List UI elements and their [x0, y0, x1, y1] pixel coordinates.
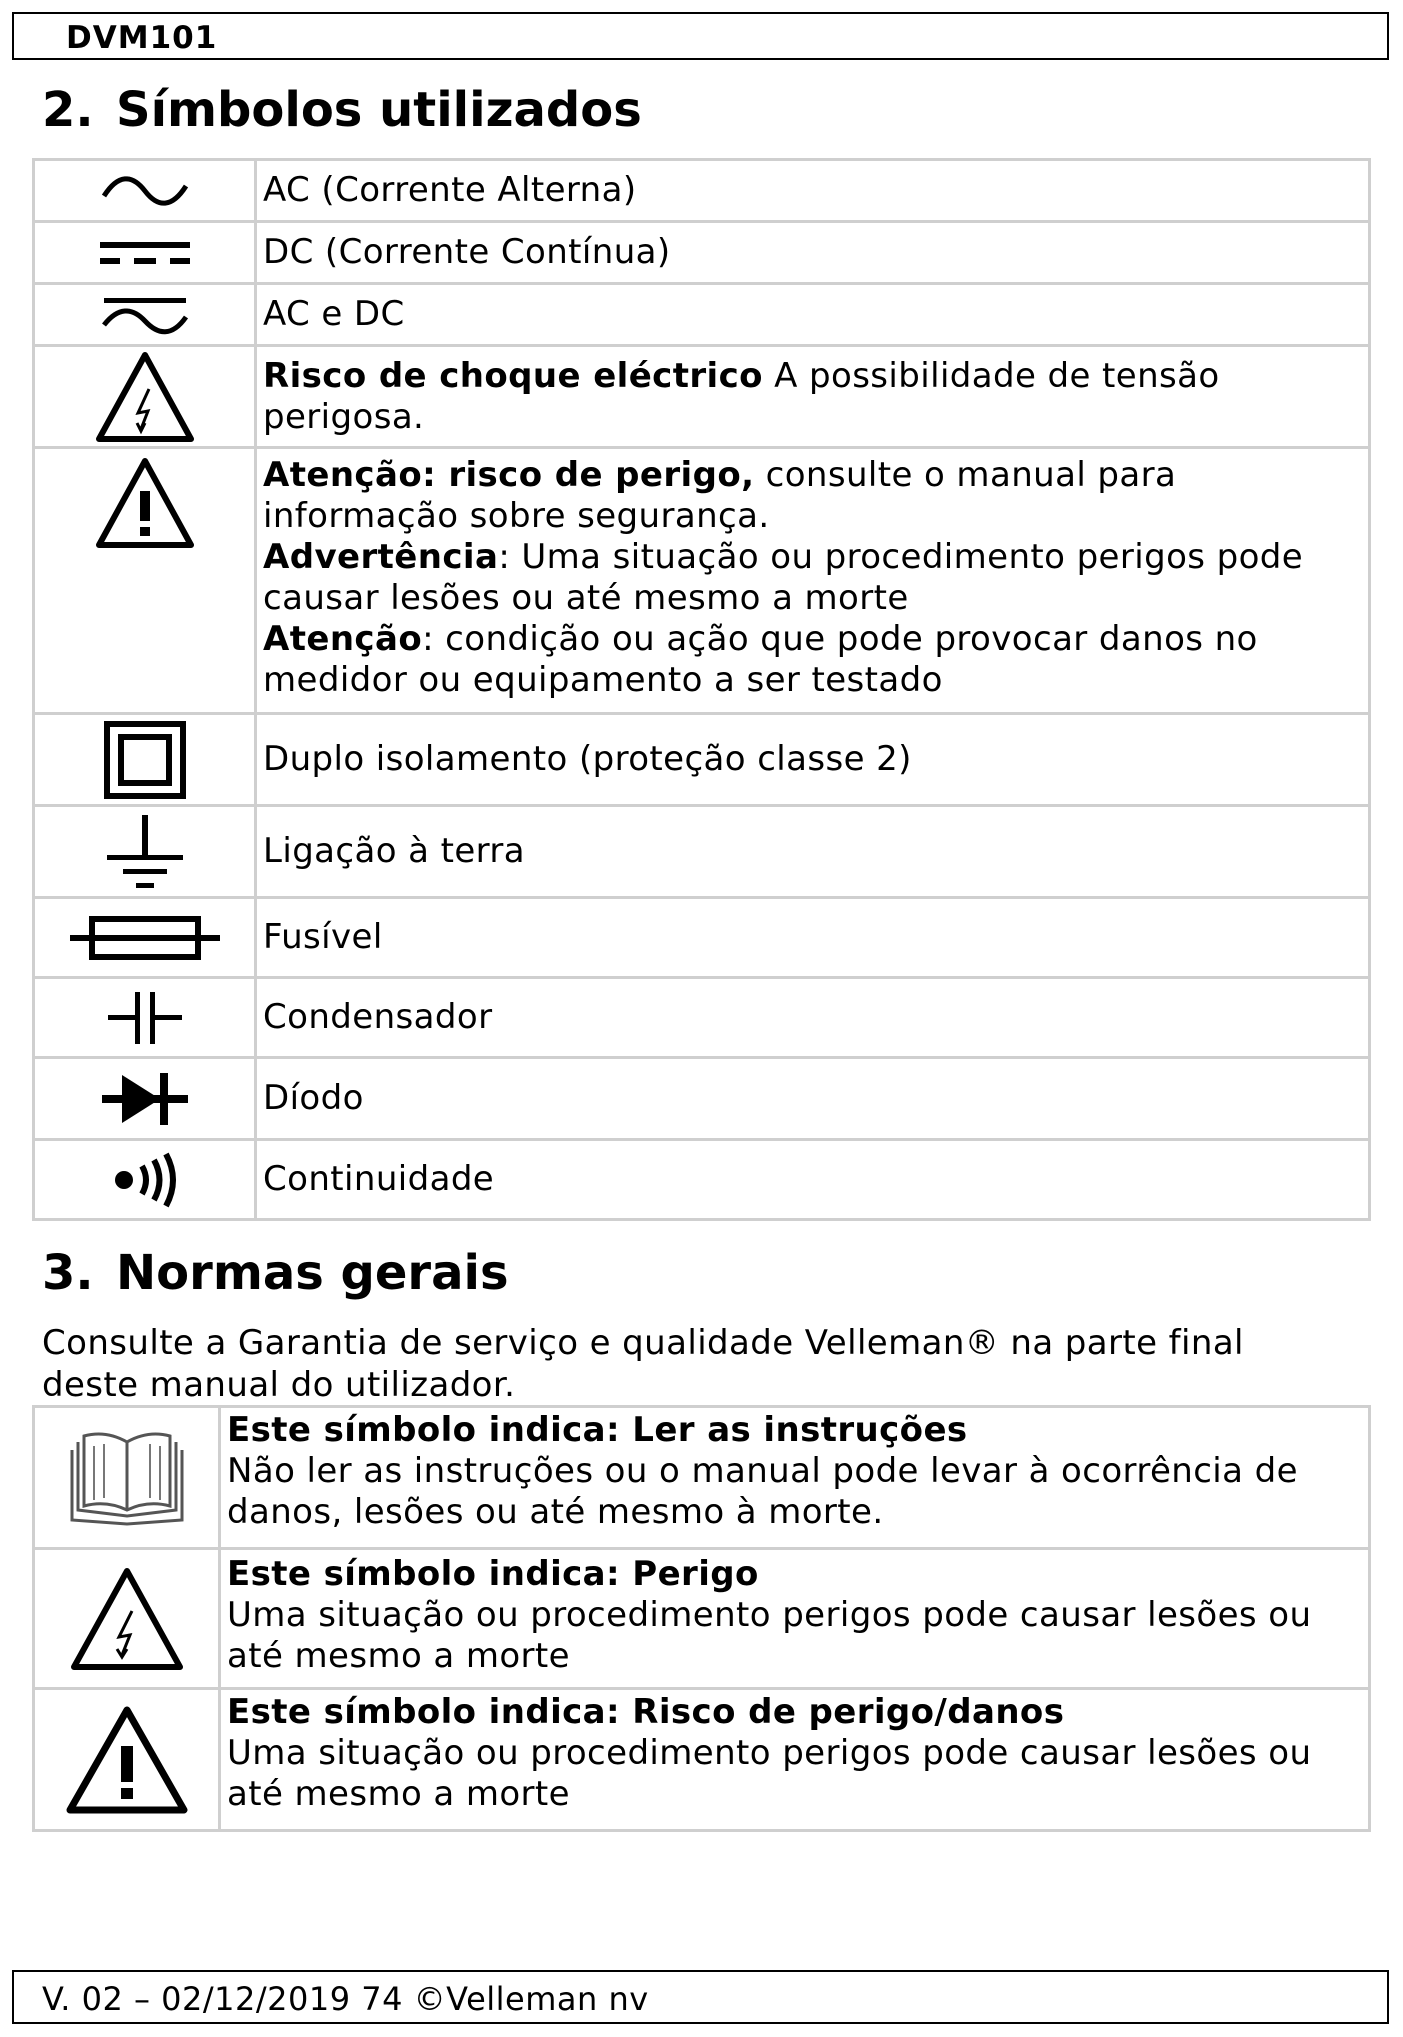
fuse-icon: [34, 898, 256, 978]
table-row: [34, 806, 1370, 898]
row-description: Uma situação ou procedimento perigos pode causar lesões ou até mesmo a morte: [227, 1733, 1312, 1814]
row-text: Continuidade: [256, 1140, 1370, 1220]
intro-paragraph: Consulte a Garantia de serviço e qualidade Velleman® na parte final deste manual do utilizador.: [42, 1323, 1244, 1405]
ac-sine-icon: [34, 160, 256, 222]
read-manual-book-icon: [34, 1407, 220, 1549]
electric-shock-warning-icon: [34, 346, 256, 448]
table-row: [34, 346, 1370, 448]
table-row: [34, 1549, 1370, 1689]
row-plain-text: A possibilidade de tensão perigosa.: [263, 355, 1220, 437]
caution-text-3: : condição ou ação que pode provocar danos no medidor ou equipamento a ser testado: [263, 619, 1258, 700]
row-text: Díodo: [256, 1058, 1370, 1140]
model-name: DVM101: [66, 20, 218, 56]
warning-text-2: : Uma situação ou procedimento perigos pode causar lesões ou até mesmo a morte: [263, 537, 1304, 618]
ac-dc-icon: [34, 284, 256, 346]
warning-bold-2: Advertência: [263, 537, 499, 577]
row-text: Fusível: [256, 898, 1370, 978]
row-text: [220, 1407, 1370, 1549]
table-row: [34, 898, 1370, 978]
table-row: [34, 448, 1370, 714]
table-row: [34, 1140, 1370, 1220]
row-title: Este símbolo indica: Perigo: [227, 1554, 759, 1594]
row-text: [256, 448, 1370, 714]
caution-bold-3: Atenção: [263, 619, 423, 659]
row-bold-text: Risco de choque eléctrico: [263, 355, 763, 396]
row-text: DC (Corrente Contínua): [256, 222, 1370, 284]
page-header: [12, 12, 1389, 60]
row-text: [220, 1549, 1370, 1689]
section-title: Normas gerais: [116, 1245, 509, 1301]
row-description: Não ler as instruções ou o manual pode levar à ocorrência de danos, lesões ou até mesmo à morte.: [227, 1451, 1298, 1532]
row-text: Condensador: [256, 978, 1370, 1058]
continuity-icon: [34, 1140, 256, 1220]
symbols-table: [32, 158, 1371, 1221]
table-row: [34, 1407, 1370, 1549]
row-text: Duplo isolamento (proteção classe 2): [256, 714, 1370, 806]
table-row: [34, 978, 1370, 1058]
hazard-damage-icon: [34, 1689, 220, 1831]
section-3-heading: [42, 1245, 509, 1301]
table-row: [34, 714, 1370, 806]
section-number: 2.: [42, 82, 94, 138]
capacitor-icon: [34, 978, 256, 1058]
row-text: [220, 1689, 1370, 1831]
double-insulation-icon: [34, 714, 256, 806]
table-row: [34, 284, 1370, 346]
caution-warning-icon: [34, 448, 256, 714]
general-norms-table: [32, 1405, 1371, 1832]
row-text: AC (Corrente Alterna): [256, 160, 1370, 222]
row-text: AC e DC: [256, 284, 1370, 346]
row-description: Uma situação ou procedimento perigos pode causar lesões ou até mesmo a morte: [227, 1595, 1312, 1676]
table-row: [34, 160, 1370, 222]
row-text: [256, 346, 1370, 448]
caution-text-1: consulte o manual para informação sobre segurança.: [263, 455, 1177, 536]
diode-icon: [34, 1058, 256, 1140]
row-text: Ligação à terra: [256, 806, 1370, 898]
footer-text: V. 02 – 02/12/2019 74 ©Velleman nv: [42, 1980, 649, 2018]
dc-icon: [34, 222, 256, 284]
page-footer: [12, 1970, 1389, 2024]
section-number: 3.: [42, 1245, 94, 1301]
caution-bold-1: Atenção: risco de perigo,: [263, 455, 755, 495]
table-row: [34, 222, 1370, 284]
danger-shock-icon: [34, 1549, 220, 1689]
section-2-heading: [42, 82, 642, 138]
table-row: [34, 1058, 1370, 1140]
section-title: Símbolos utilizados: [116, 82, 642, 138]
table-row: [34, 1689, 1370, 1831]
row-title: Este símbolo indica: Ler as instruções: [227, 1410, 968, 1450]
ground-icon: [34, 806, 256, 898]
row-title: Este símbolo indica: Risco de perigo/danos: [227, 1692, 1065, 1732]
